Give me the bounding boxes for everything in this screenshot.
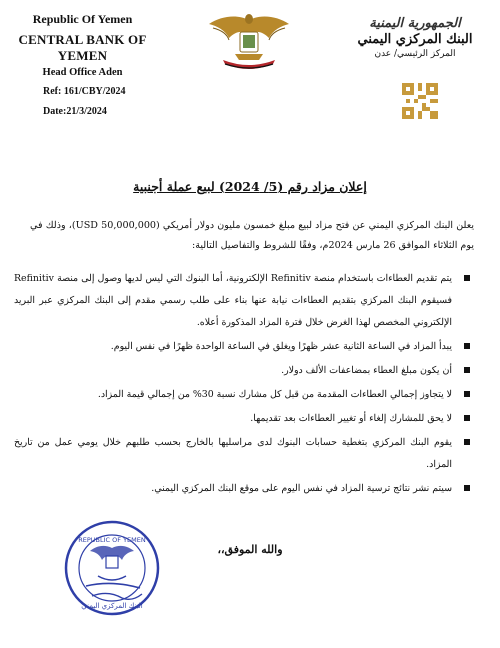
list-item-text: لا يحق للمشارك إلغاء أو تغيير العطاءات بعد تقديمها. — [250, 413, 452, 424]
page-title: إعلان مزاد رقم (5/ 2024) لبيع عملة أجنبية — [133, 179, 367, 194]
list-item — [14, 360, 474, 382]
reference-number: Ref: 161/CBY/2024 — [43, 86, 126, 97]
header-arabic — [340, 16, 490, 59]
list-item — [14, 384, 474, 406]
list-item — [14, 478, 474, 500]
list-item-text: لا يتجاوز إجمالي العطاءات المقدمة من قبل كل مشارك نسبة 30% من إجمالي قيمة المزاد. — [97, 389, 452, 400]
stamp-bottom-text: البنك المركزي اليمني — [81, 602, 143, 610]
yemen-emblem-icon — [207, 10, 291, 72]
country-name-en: Republic Of Yemen — [32, 12, 133, 26]
bank-name-en: CENTRAL BANK OF YEMEN — [18, 32, 147, 63]
bullet-square-icon — [464, 391, 470, 397]
list-item — [14, 432, 474, 476]
reference-block — [43, 82, 126, 122]
intro-paragraph: يعلن البنك المركزي اليمني عن فتح مزاد لبيع مبلغ خمسون مليون دولار أمريكي (50,000,000 USD)، وذلك في يوم الثلاثاء الموافق 26 مارس 2024م، وفقًا للشروط والتفاصيل التالية: — [30, 220, 475, 251]
qr-code-icon — [402, 83, 438, 119]
bullet-square-icon — [464, 275, 470, 281]
bullet-square-icon — [464, 367, 470, 373]
list-item-text: سيتم نشر نتائج ترسية المزاد في نفس اليوم على موقع البنك المركزي اليمني. — [151, 483, 452, 494]
bullet-square-icon — [464, 485, 470, 491]
country-name-ar: الجمهورية اليمنية — [369, 16, 461, 31]
bullet-square-icon — [464, 439, 470, 445]
official-stamp-icon — [62, 518, 162, 618]
list-item — [14, 408, 474, 430]
list-item-text: يتم تقديم العطاءات باستخدام منصة Refinitiv الإلكترونية، أما البنوك التي ليس لديها وصول إلى منصة Refinitiv فسيقوم البنك المركزي بتقديم العطاءات نيابة عنها بناء على طلب رسمي مقدم إلى البنك المركزي عبر البريد الإلكتروني المخصص لهذا الغرض خلال فترة المزاد المذكورة أعلاه. — [14, 273, 452, 328]
list-item-text: أن يكون مبلغ العطاء بمضاعفات الألف دولار. — [281, 365, 452, 376]
list-item — [14, 336, 474, 358]
bank-name-ar: البنك المركزي اليمني — [357, 32, 473, 47]
letter-date: Date:21/3/2024 — [43, 106, 107, 117]
closing-line: والله الموفق،، — [217, 543, 283, 556]
list-item-text: يبدأ المزاد في الساعة الثانية عشر ظهرًا ويغلق في الساعة الواحدة ظهرًا في نفس اليوم. — [110, 341, 452, 352]
list-item-text: يقوم البنك المركزي بتغطية حسابات البنوك لدى مراسليها بالخارج بحسب طلبهم خلال يومي عمل من تاريخ المزاد. — [14, 437, 452, 470]
office-name-en: Head Office Aden — [42, 67, 123, 78]
header-english — [0, 12, 165, 78]
list-item — [14, 268, 474, 334]
bullet-square-icon — [464, 343, 470, 349]
stamp-top-text: REPUBLIC OF YEMEN — [78, 536, 146, 544]
bullet-square-icon — [464, 415, 470, 421]
conditions-list — [14, 268, 474, 502]
office-name-ar: المركز الرئيسي/ عدن — [374, 49, 456, 59]
